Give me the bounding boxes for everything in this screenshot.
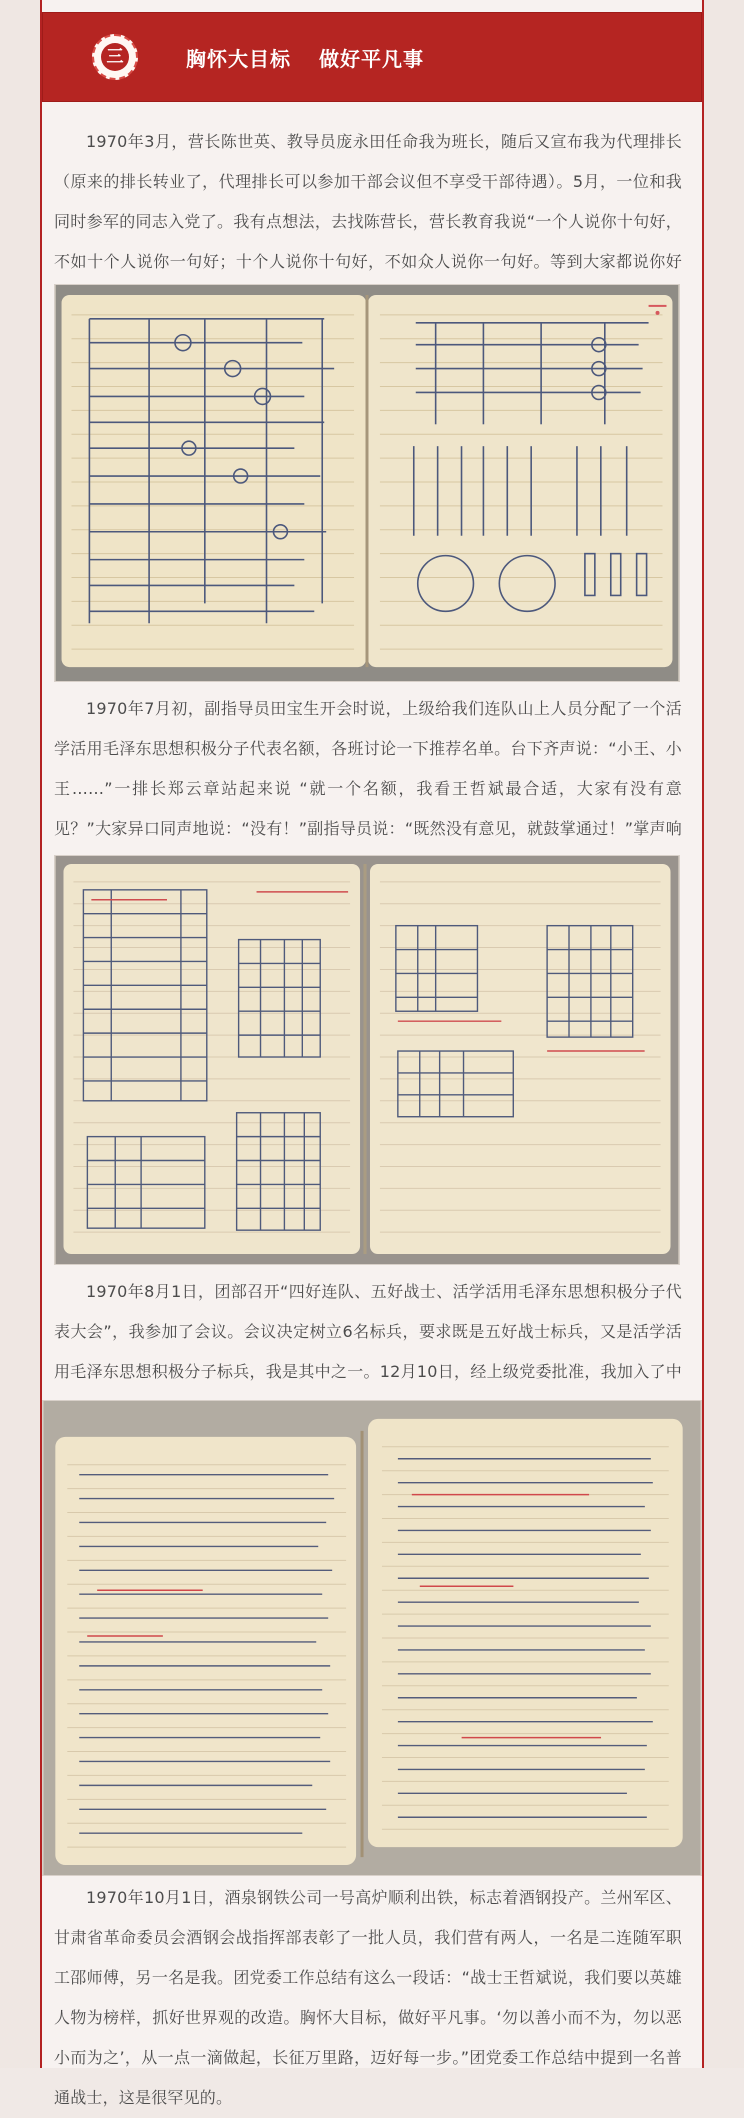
notebook-photo-3 bbox=[42, 1400, 702, 1876]
notebook-photo-1 bbox=[54, 284, 680, 682]
section-title-main: 胸怀大目标 bbox=[186, 47, 291, 71]
section-number-badge bbox=[92, 34, 138, 80]
paragraph: 1970年10月1日，酒泉钢铁公司一号高炉顺利出铁，标志着酒钢投产。兰州军区、甘肃省革命委员会酒钢会战指挥部表彰了一批人员，我们营有两人，一名是二连随军职工邵师傅，另一名是我。团党委工作总结有这么一段话：“战士王哲斌说，我们要以英雄人物为榜样，抓好世界观的改造。胸怀大目标，做好平凡事。‘勿以善小而不为，勿以恶小而为之’，从一点一滴做起，长征万里路，迈好每一步。”团党委工作总结中提到一名普通战士，这是很罕见的。 bbox=[54, 1888, 682, 2107]
notebook-photo-2-image bbox=[55, 856, 679, 1264]
section-title bbox=[186, 43, 424, 72]
paragraph: 1970年8月1日，团部召开“四好连队、五好战士、活学活用毛泽东思想积极分子代表大会”，我参加了会议。会议决定树立6名标兵，要求既是五好战士标兵，又是活学活用毛泽东思想积极分子标兵，我是其中之一。12月10日，经上级党委批准，我加入了中 bbox=[54, 1282, 682, 1381]
paragraph: 1970年7月初，副指导员田宝生开会时说，上级给我们连队山上人员分配了一个活学活用毛泽东思想积极分子代表名额，各班讨论一下推荐名单。台下齐声说：“小王、小王……”一排长郑云章站起来说 “就一个名额，我看王哲斌最合适，大家有没有意见？”大家异口同声地说：“没有！”副指导员说：“既然没有意见，就鼓掌通过！”掌声响 bbox=[54, 699, 682, 838]
paragraph-4-block bbox=[54, 1878, 682, 2118]
notebook-photo-3-image bbox=[43, 1401, 701, 1875]
notebook-photo-1-image bbox=[55, 285, 679, 681]
paragraph: 1970年3月，营长陈世英、教导员庞永田任命我为班长，随后又宣布我为代理排长（原来的排长转业了，代理排长可以参加干部会议但不享受干部待遇）。5月，一位和我同时参军的同志入党了。我有点想法，去找陈营长，营长教育我说“一个人说你十句好，不如十个人说你一句好；十个人说你十句好，不如众人说你一句好。等到大家都说你好 bbox=[54, 132, 682, 271]
section-title-tail: 做好平凡事 bbox=[319, 47, 424, 71]
section-number: 三 bbox=[101, 43, 129, 71]
notebook-photo-2 bbox=[54, 855, 680, 1265]
section-banner bbox=[42, 12, 702, 102]
